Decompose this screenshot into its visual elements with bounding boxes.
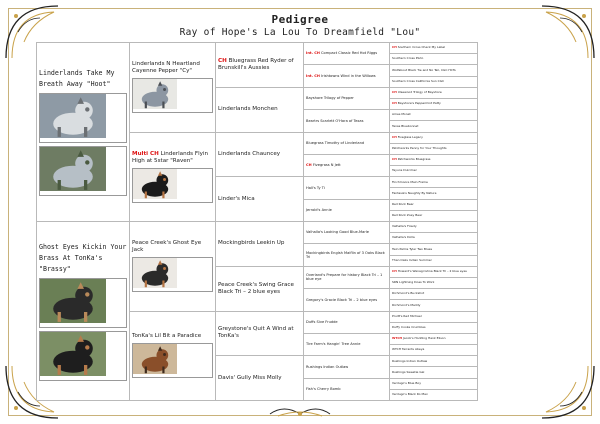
dog-name: Jacob's Hodding Hank Elison	[403, 336, 446, 341]
gen5-cell-27	[390, 345, 478, 356]
gen3-cell-5	[216, 266, 304, 311]
gen4-cell-11	[304, 289, 390, 311]
dog-name: Red Rock Zoey Bear	[392, 213, 423, 218]
dog-name: Bayshore's Peppermint Patty	[397, 101, 441, 106]
gen5-cell-11	[390, 166, 478, 177]
gen4-cell-14	[304, 356, 390, 378]
gen5-cell-19	[390, 255, 478, 266]
dog-name: Beartrs Scarlett O'Hara of Texas	[306, 118, 364, 123]
gen5-cell-13	[390, 188, 478, 199]
dog-name: Fiveglass Legacy	[397, 134, 423, 139]
gen5-cell-20	[390, 266, 478, 277]
red-dogs-photo	[132, 343, 213, 378]
gen5-cell-0	[390, 43, 478, 54]
gen4-cell-10	[304, 266, 390, 288]
dog-name: Richmond's Maddy	[392, 302, 421, 307]
dog-name: Tire Farm's Hangin' Tree Annie	[306, 342, 361, 347]
title-badge: CH	[392, 90, 397, 95]
gen5-cell-25	[390, 322, 478, 333]
dog-name: Peace Creek's Ghost Eye Jack	[132, 240, 202, 254]
dog-name: Davis' Gully Miss Molly	[218, 374, 282, 381]
sire-gen1	[37, 43, 130, 222]
gen4-cell-2	[304, 87, 390, 109]
gen4-cell-6	[304, 177, 390, 199]
dog-name: Wolfabout Black Tie and No Tail, CGC HCTs	[392, 67, 456, 72]
gen3-cell-3	[216, 177, 304, 222]
gen5-cell-1	[390, 54, 478, 65]
gen5-cell-18	[390, 244, 478, 255]
title-badge: Multi CH	[132, 150, 159, 157]
dog-running-photo	[39, 278, 127, 328]
gen5-cell-10	[390, 154, 478, 165]
gen4-cell-4	[304, 132, 390, 154]
dog-name: Mockingbirds Leekin Up	[218, 240, 285, 247]
gen5-cell-3	[390, 76, 478, 87]
gen5-cell-22	[390, 289, 478, 300]
gen4-cell-9	[304, 244, 390, 266]
gen4-cell-5	[304, 154, 390, 176]
gen2-cell-0	[130, 43, 216, 133]
dog-name: Greystone's Quit A Wind at TonKa's	[218, 326, 294, 340]
dog-name: Hall's Ty Ti	[306, 185, 325, 190]
gen5-cell-5	[390, 98, 478, 109]
dog-name: Red Rock Bear	[392, 201, 414, 206]
dog-name: Linderlands Monchen	[218, 106, 278, 113]
dog-name: Fivegrass N Jett	[312, 163, 341, 168]
dog-name: Linderlands Take My Breath Away "Hoot"	[39, 69, 115, 88]
dog-name: Richmond's Buckshot	[392, 291, 425, 296]
title-badge: CH	[392, 45, 397, 50]
gen3-cell-7	[216, 356, 304, 401]
blue-merle-dog-outdoor-photo	[39, 146, 127, 196]
gen5-cell-31	[390, 389, 478, 400]
gen5-cell-23	[390, 300, 478, 311]
dog-name: Linderlands N Heartland Cayenne Pepper "Cy"	[132, 61, 200, 75]
dog-name: Tayuns Dulcimer	[392, 168, 417, 173]
dog-name: Bayshore Trilogy of Pepper	[306, 96, 354, 101]
dog-name: Irishtowns Wind in the Willows	[321, 73, 376, 78]
dog-name: Overland's Prepare for history Black Tri – 1 blue eye	[306, 273, 383, 282]
gen5-cell-8	[390, 132, 478, 143]
dog-name: Jerrold's Annie	[306, 208, 332, 213]
dog-name: Twin Palms Tyler Two Blues	[392, 246, 433, 251]
dog-name: Duffs Sive Frudde	[306, 319, 338, 324]
dog-name: Ulsewood Trilogy of Bayshore	[397, 90, 442, 95]
title-badge: Int. CH	[306, 51, 320, 56]
dog-name: Texas Bluebonnet	[392, 123, 419, 128]
gen5-cell-15	[390, 210, 478, 221]
gen2-cell-1	[130, 132, 216, 222]
blue-merle-puppy-photo	[132, 78, 213, 113]
gen3-cell-2	[216, 132, 304, 177]
gen3-cell-1	[216, 87, 304, 132]
dog-name: Patchworks Bluegrass	[397, 157, 431, 162]
gen4-cell-15	[304, 378, 390, 400]
dog-name: Rushings Sweetie Gal	[392, 369, 425, 374]
dog-name: Rushings Indian Outlaw	[392, 358, 428, 363]
dog-name: Southern Cross Pluto	[392, 56, 424, 61]
dog-name: Gregory's Gracie Black Tri – 2 blue eyes	[306, 297, 378, 302]
title-badge: CH	[218, 57, 227, 64]
dog-name: Pruitt's Red Michael	[392, 313, 422, 318]
dog-name: Than Oaks Indian Summer	[392, 257, 432, 262]
gen5-cell-28	[390, 356, 478, 367]
title-badge: CH	[392, 134, 397, 139]
dog-name: Valhalla's Looking Good Blue-Marle	[306, 230, 370, 235]
gen5-cell-7	[390, 121, 478, 132]
title-badge: CH	[306, 163, 312, 168]
dam-gen1	[37, 222, 130, 401]
gen4-cell-12	[304, 311, 390, 333]
gen2-cell-2	[130, 222, 216, 312]
title-badge: CH	[392, 157, 397, 162]
title-badge: CH	[392, 269, 397, 274]
dog-name: Bluegrass Timothy of Linderland	[306, 140, 365, 145]
dog-name: Ghost Eyes Kickin Your Brass At TonKa's "Brassy"	[39, 242, 127, 273]
gen4-cell-7	[304, 199, 390, 221]
black-tri-dog-outdoor-photo	[39, 331, 127, 381]
gen4-cell-1	[304, 65, 390, 87]
dog-name: Patchworks Penny for Your Thoughts	[392, 145, 447, 150]
dog-name: Linderlands Chauncey	[218, 150, 281, 157]
black-tri-adult-photo	[132, 257, 213, 292]
gen3-cell-6	[216, 311, 304, 356]
pedigree-table	[36, 42, 571, 401]
gen5-cell-4	[390, 87, 478, 98]
gen4-cell-13	[304, 333, 390, 355]
dog-name: Verdugo's Blue Boy	[392, 380, 421, 385]
dog-name: Howard's Wanagi Ishna Black Tri – 2 blue eyes	[397, 269, 467, 274]
dog-name: Fantasia's Naughty By Nature	[392, 190, 437, 195]
dog-name: Mockingbirds Englsh Maiflin of 3 Oaks Black Tri	[306, 250, 385, 260]
gen5-cell-16	[390, 222, 478, 233]
gen3-cell-4	[216, 222, 304, 267]
gen5-cell-21	[390, 277, 478, 288]
dog-name: Linder's Mica	[218, 195, 255, 202]
dog-name: Linderlands Flyin High at 5star "Raven"	[132, 150, 209, 164]
dog-name: Ames Monet	[392, 112, 411, 117]
dog-name: Southern Cross Check My Label	[397, 45, 446, 50]
dog-name: TonKa's Lil Bit a Paradice	[132, 333, 202, 340]
gen4-cell-0	[304, 43, 390, 65]
title-badge: WTCH	[392, 336, 403, 341]
dog-name: Bluegrass Red Ryder of Brunskill's Aussies	[218, 57, 294, 71]
dog-name: Valhalla's Fowdy	[392, 224, 417, 229]
dog-name: SRN Lightning Does To Work	[392, 280, 435, 285]
dog-name: Duffy Cooke Crumbles	[392, 324, 426, 329]
dog-name: Valhalla's Dolla	[392, 235, 415, 240]
dog-name: Southern Cross California Sun CGC	[392, 78, 445, 83]
page-subtitle: Ray of Hope's La Lou To Dreamfield "Lou"	[179, 27, 421, 38]
dog-name: Peace Creek's Swing Grace Black Tri – 2 blue eyes	[218, 281, 294, 295]
gen5-cell-26	[390, 333, 478, 344]
gen2-cell-3	[130, 311, 216, 401]
gen5-cell-2	[390, 65, 478, 76]
dog-name: Rushings Indian Outlaw	[306, 364, 349, 369]
gen5-cell-6	[390, 110, 478, 121]
dog-name: WTCH Tarrants Abeya	[392, 347, 425, 352]
title-badge: Int. CH	[306, 73, 320, 78]
dog-name: Verdugo's Black Ro Max	[392, 392, 428, 397]
dog-name: Fish's Cherry Bomb	[306, 387, 341, 392]
black-tri-puppy-photo	[132, 168, 213, 203]
gen5-cell-12	[390, 177, 478, 188]
dog-name: Compact Classic Red Hot Riggs	[321, 51, 378, 56]
gen4-cell-3	[304, 110, 390, 132]
gen5-cell-30	[390, 378, 478, 389]
page-title: Pedigree	[271, 13, 329, 26]
title-badge: CH	[392, 101, 397, 106]
gen5-cell-29	[390, 367, 478, 378]
gen5-cell-14	[390, 199, 478, 210]
blue-merle-dog-photo	[39, 93, 127, 143]
gen5-cell-17	[390, 233, 478, 244]
gen3-cell-0	[216, 43, 304, 88]
gen5-cell-24	[390, 311, 478, 322]
bottom-ornament	[268, 402, 332, 420]
dog-name: Finchmoore Main Frame	[392, 179, 428, 184]
gen5-cell-9	[390, 143, 478, 154]
gen4-cell-8	[304, 222, 390, 244]
